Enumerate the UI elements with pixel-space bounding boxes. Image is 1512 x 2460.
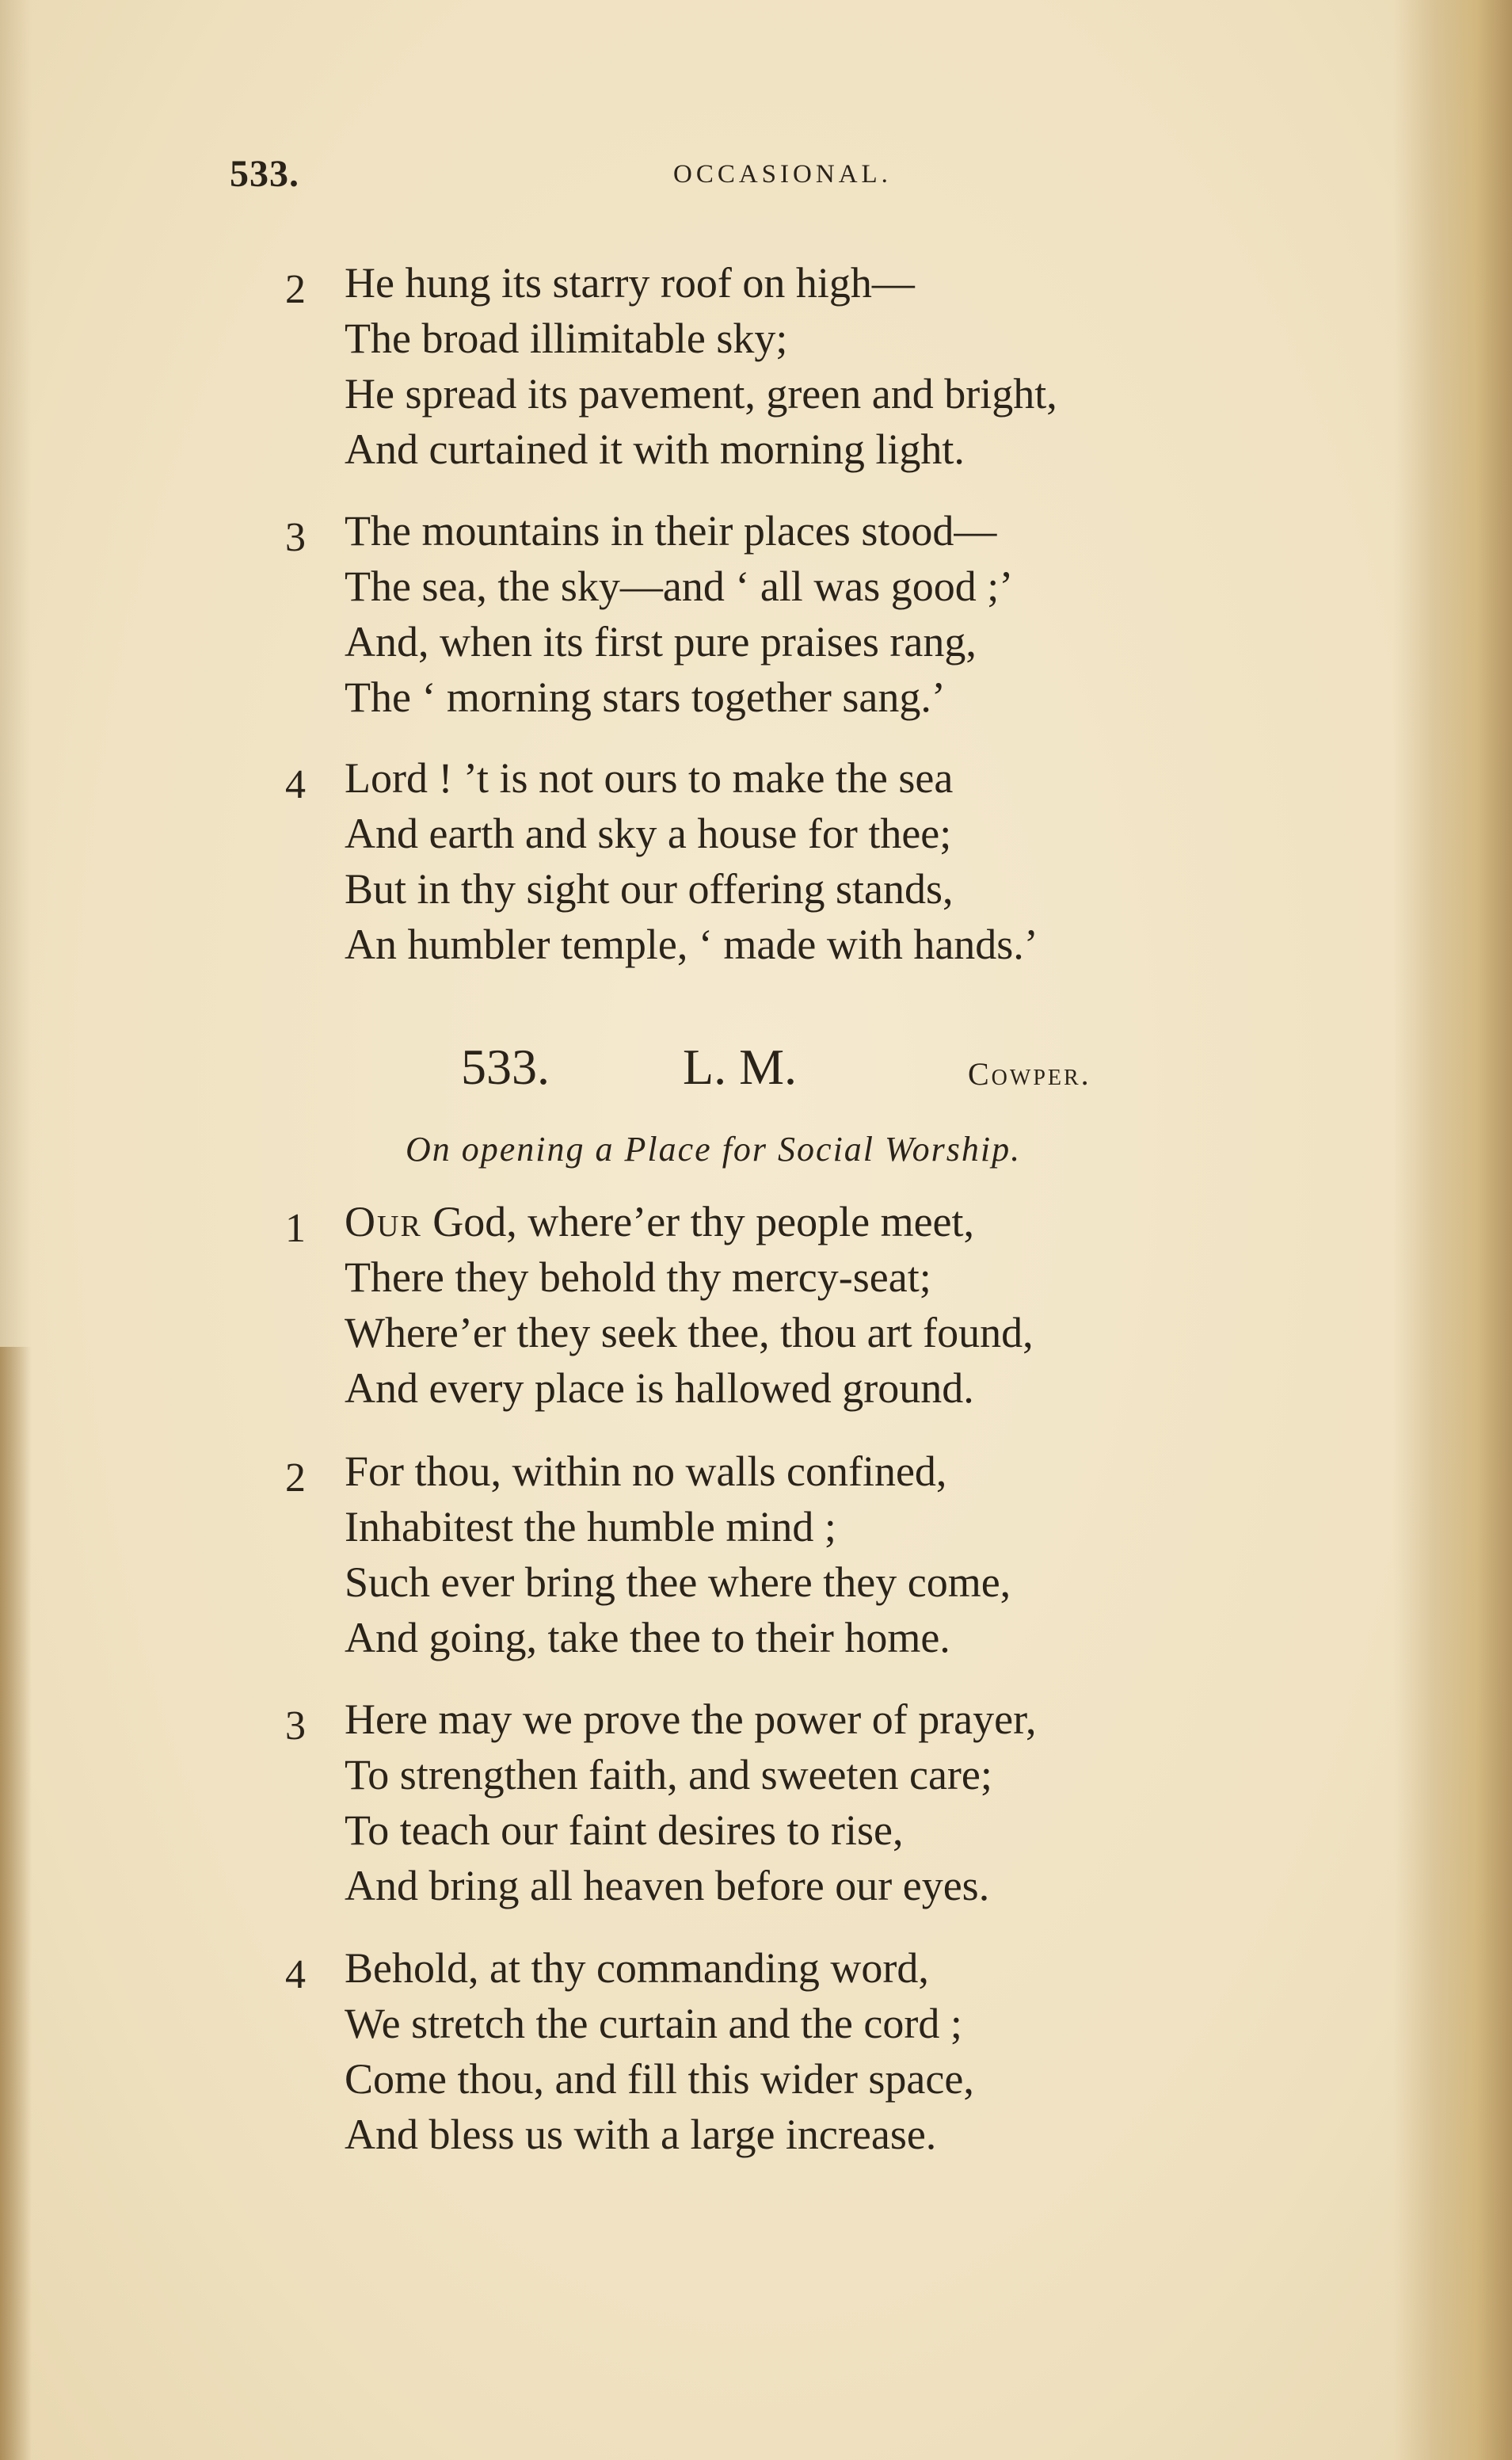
- verse-line: Where’er they seek thee, thou art found,: [345, 1309, 1034, 1356]
- verse-line: But in thy sight our offering stands,: [345, 865, 954, 913]
- hymn-author: Cowper.: [968, 1056, 1091, 1092]
- first-word: Our: [345, 1198, 422, 1245]
- running-head: OCCASIONAL.: [673, 160, 892, 189]
- verse-line: To teach our faint desires to rise,: [345, 1806, 904, 1854]
- stanza-number: 4: [285, 762, 306, 807]
- verse-line: He hung its starry roof on high—: [345, 259, 915, 307]
- hymn-meter: L. M.: [683, 1039, 797, 1095]
- verse-line-first: [345, 1200, 974, 1243]
- verse-line: Such ever bring thee where they come,: [345, 1558, 1011, 1606]
- stanza-number: 3: [285, 1703, 306, 1749]
- verse-line-rest: God, where’er thy people meet,: [421, 1198, 975, 1245]
- verse-line: And every place is hallowed ground.: [345, 1364, 974, 1412]
- stanza-number: 3: [285, 515, 306, 560]
- verse-line: Come thou, and fill this wider space,: [345, 2055, 974, 2103]
- verse-line: The mountains in their places stood—: [345, 507, 997, 555]
- hymn-heading: [0, 1038, 1512, 1101]
- verse-line: And curtained it with morning light.: [345, 425, 965, 473]
- hymn-number: 533.: [461, 1039, 550, 1095]
- stanza-number: 1: [285, 1206, 306, 1251]
- verse-line: For thou, within no walls confined,: [345, 1447, 947, 1495]
- stanza-number: 4: [285, 1952, 306, 1997]
- verse-line: An humbler temple, ‘ made with hands.’: [345, 921, 1038, 968]
- verse-line: The sea, the sky—and ‘ all was good ;’: [345, 563, 1014, 610]
- page-edge-shadow: [1393, 0, 1512, 2460]
- hymn-subtitle: On opening a Place for Social Worship.: [406, 1130, 1022, 1169]
- page-edge-stain: [0, 1347, 32, 2460]
- stanza-number: 2: [285, 267, 306, 312]
- verse-line: And going, take thee to their home.: [345, 1614, 950, 1661]
- verse-line: There they behold thy mercy-seat;: [345, 1253, 931, 1301]
- verse-line: He spread its pavement, green and bright,: [345, 370, 1057, 418]
- stanza-number: 2: [285, 1455, 306, 1501]
- verse-line: The ‘ morning stars together sang.’: [345, 673, 946, 721]
- page-number: 533.: [230, 153, 299, 195]
- verse-line: The broad illimitable sky;: [345, 315, 788, 362]
- verse-line: Here may we prove the power of prayer,: [345, 1695, 1037, 1743]
- page-header: [230, 152, 1275, 200]
- verse-line: And earth and sky a house for thee;: [345, 810, 952, 857]
- verse-line: And bless us with a large increase.: [345, 2111, 937, 2158]
- verse-line: And bring all heaven before our eyes.: [345, 1862, 990, 1909]
- verse-line: Behold, at thy commanding word,: [345, 1944, 929, 1992]
- verse-line: Inhabitest the humble mind ;: [345, 1503, 836, 1550]
- verse-line: To strengthen faith, and sweeten care;: [345, 1751, 992, 1798]
- verse-line: Lord ! ’t is not ours to make the sea: [345, 754, 954, 802]
- verse-line: We stretch the curtain and the cord ;: [345, 2000, 962, 2047]
- verse-line: And, when its first pure praises rang,: [345, 618, 977, 666]
